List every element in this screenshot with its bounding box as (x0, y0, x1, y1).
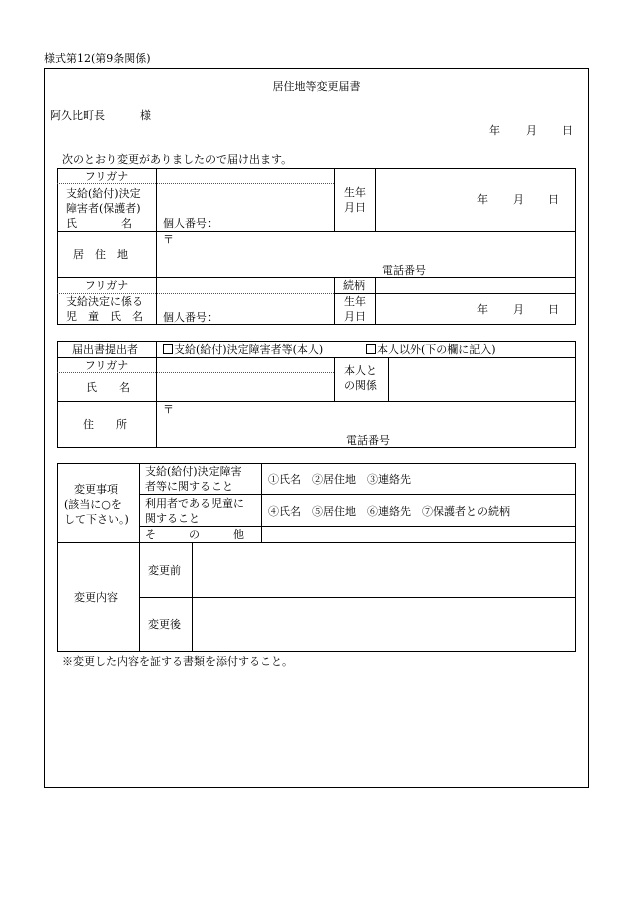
addressee-name: 阿久比町長 (50, 109, 105, 122)
after-label: 変更後 (148, 618, 181, 631)
submitter-postal-mark: 〒 (163, 403, 174, 416)
submitter-option-self[interactable]: 支給(給付)決定障害者等(本人) (163, 343, 323, 356)
other-label: そ の 他 (145, 528, 244, 541)
form-code: 様式第12(第9条関係) (44, 52, 151, 65)
furigana-label: フリガナ (84, 170, 129, 183)
decision-label-line2: 障害者(保護者) (66, 202, 141, 215)
relation-label: 続柄 (343, 279, 365, 292)
relation-to-self-line1: 本人と (344, 364, 377, 377)
category2-line2: 関すること (145, 512, 200, 525)
before-label: 変更前 (148, 564, 181, 577)
child-birth-day: 日 (548, 303, 559, 316)
child-label-line2: 児 童 氏 名 (66, 310, 143, 323)
addressee (50, 109, 151, 122)
furigana-label-2: フリガナ (84, 279, 129, 292)
submitter-label: 届出書提出者 (72, 343, 138, 356)
intro-text: 次のとおり変更がありましたので届け出ます。 (62, 153, 293, 166)
date-month: 月 (526, 124, 537, 137)
change-items-line3: して下さい。) (64, 513, 129, 526)
change-content-label: 変更内容 (74, 591, 118, 604)
checkbox-icon[interactable] (366, 344, 376, 354)
addressee-suffix: 様 (140, 109, 151, 122)
postal-mark: 〒 (163, 233, 174, 246)
submitter-name-label: 氏 名 (86, 381, 130, 394)
relation-to-self-line2: の関係 (344, 379, 377, 392)
category1-line1: 支給(給付)決定障害 (145, 465, 242, 478)
change-items-line2: (該当に○を (64, 498, 122, 511)
birth-month: 月 (513, 193, 524, 206)
personal-number-label-2: 個人番号： (163, 311, 218, 324)
birth-label-line2: 月日 (344, 201, 366, 214)
change-table (57, 463, 576, 652)
submitter-option-other[interactable]: 本人以外(下の欄に記入) (366, 343, 496, 356)
name-label: 氏 名 (66, 217, 132, 230)
child-birth-line2: 月日 (344, 310, 366, 323)
child-label-line1: 支給決定に係る (66, 295, 143, 308)
child-birth-month: 月 (513, 303, 524, 316)
submitter-furigana-label: フリガナ (84, 359, 129, 372)
submitter-address-label: 住 所 (83, 418, 127, 431)
page-title: 居住地等変更届書 (272, 80, 361, 93)
category1-line2: 者等に関すること (145, 480, 233, 493)
decision-label-line1: 支給(給付)決定 (66, 187, 141, 200)
birth-year: 年 (477, 193, 488, 206)
footnote: ※変更した内容を証する書類を添付すること。 (62, 655, 293, 668)
phone-label: 電話番号 (382, 264, 426, 277)
checkbox-icon[interactable] (163, 344, 173, 354)
child-birth-line1: 生年 (344, 295, 366, 308)
date-year: 年 (489, 124, 500, 137)
category2-options[interactable]: ④氏名 ⑤居住地 ⑥連絡先 ⑦保護者との続柄 (268, 505, 510, 518)
personal-number-label: 個人番号： (163, 217, 218, 230)
submitter-phone-label: 電話番号 (346, 434, 390, 447)
child-birth-year: 年 (477, 303, 488, 316)
category2-line1: 利用者である児童に (145, 497, 244, 510)
change-items-line1: 変更事項 (74, 483, 118, 496)
birth-label-line1: 生年 (344, 186, 366, 199)
birth-day: 日 (548, 193, 559, 206)
date-day: 日 (562, 124, 573, 137)
residence-label: 居 住 地 (73, 248, 128, 261)
category1-options[interactable]: ①氏名 ②居住地 ③連絡先 (268, 473, 411, 486)
